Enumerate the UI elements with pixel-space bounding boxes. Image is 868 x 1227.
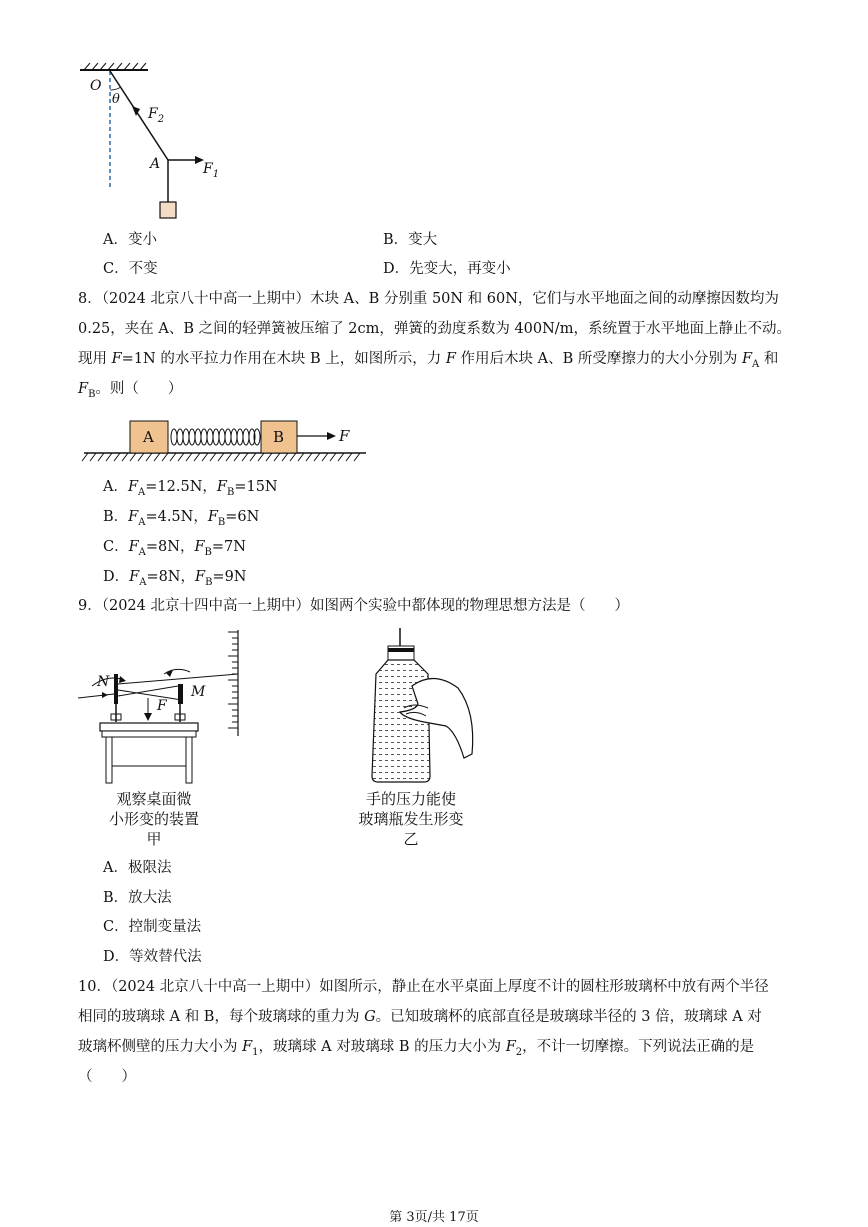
q9-stem: 9．（2024 北京十四中高一上期中）如图两个实验中都体现的物理思想方法是（ ）	[78, 598, 629, 614]
fig1-label-a: A	[150, 156, 161, 172]
q8-opt-prefix: C．	[103, 539, 129, 555]
fig1-f2-sub: 2	[157, 113, 165, 125]
q8-opt-fb-sub: B	[217, 516, 226, 528]
q8-opt-fa-sub: A	[139, 576, 147, 588]
q8-opt-fa-sub: A	[138, 546, 146, 558]
q7-option-d: D．先变大，再变小	[383, 261, 511, 277]
q8-opt-fb-val: =6N	[225, 509, 260, 525]
q8-opt-fa-val: =8N，	[145, 539, 195, 555]
q8-l3d: 和	[759, 351, 779, 367]
right-caption-line3: 乙	[403, 830, 419, 848]
q7-option-b: B．变大	[383, 232, 438, 248]
mirror-m-label: M	[191, 684, 206, 700]
right-caption-line1: 手的压力能使	[365, 790, 456, 808]
q9-option-d: D．等效替代法	[103, 949, 202, 965]
force-f-label-q9: F	[157, 698, 167, 714]
q10-l3-f1-sub: 1	[252, 1046, 259, 1058]
q8-l3c: 作用后木块 A、B 所受摩擦力的大小分别为	[455, 351, 742, 367]
fig1-label-theta: θ	[112, 92, 120, 107]
q10-l3b: ，玻璃球 A 对玻璃球 B 的压力大小为	[258, 1039, 506, 1055]
q7-option-c: C．不变	[103, 261, 158, 277]
q8-l4-fb-sub: B	[88, 388, 96, 400]
q8-opt-fa: F	[128, 509, 139, 525]
q10-l3-f1: F	[242, 1039, 253, 1055]
q8-l3b: =1N 的水平拉力作用在木块 B 上，如图所示，力	[121, 351, 446, 367]
q8-opt-fa: F	[127, 479, 139, 495]
q8-option-a	[103, 477, 278, 503]
q8-opt-fa: F	[129, 569, 140, 585]
q8-l3-f: F	[111, 351, 122, 367]
right-caption-line2: 玻璃瓶发生形变	[358, 810, 464, 828]
q7-option-a: A．变小	[103, 232, 157, 248]
q8-opt-fb-val: =9N	[212, 569, 247, 585]
fig1-label-f2	[148, 106, 164, 125]
q8-opt-fb-val: =7N	[211, 539, 246, 555]
q8-stem-line4	[78, 379, 182, 405]
q8-option-d	[103, 567, 246, 593]
q8-l4-fb: F	[78, 381, 89, 397]
q8-opt-fb-sub: B	[226, 486, 235, 498]
page-footer: 第 3页/共 17页	[389, 1210, 479, 1225]
q10-l3c: ，不计一切摩擦。下列说法正确的是	[522, 1039, 755, 1055]
q8-opt-fb: F	[194, 539, 205, 555]
q10-l3a: 玻璃杯侧壁的压力大小为	[78, 1039, 243, 1055]
q8-l4a: 。则（ ）	[95, 381, 183, 397]
q9-option-c: C．控制变量法	[103, 919, 202, 935]
left-figure-caption	[94, 789, 214, 849]
block-a-label: A	[143, 428, 154, 446]
q8-opt-fb: F	[207, 509, 218, 525]
q8-opt-fa-val: =4.5N，	[145, 509, 208, 525]
q8-opt-fb: F	[216, 479, 227, 495]
fig1-f1-sub: 1	[212, 168, 220, 180]
fig1-label-o: O	[90, 78, 102, 94]
q8-l3-f2: F	[445, 351, 456, 367]
spring-blocks-figure	[80, 418, 370, 466]
q10-stem-line2	[78, 1007, 762, 1027]
q10-l2b: 。已知玻璃杯的底部直径是玻璃球半径的 3 倍，玻璃球 A 对	[375, 1009, 762, 1025]
fig1-f2-letter: F	[148, 106, 158, 122]
q8-opt-fb-sub: B	[204, 546, 212, 558]
block-b-label: B	[273, 428, 285, 446]
left-caption-line2: 小形变的装置	[108, 810, 199, 828]
left-caption-line3: 甲	[146, 830, 162, 848]
q8-opt-fa-val: =12.5N，	[145, 479, 217, 495]
q10-l2-g: G	[364, 1009, 376, 1025]
q10-stem-line1: 10．（2024 北京八十中高一上期中）如图所示，静止在水平桌面上厚度不计的圆柱形玻璃杯中放有两个半径	[78, 979, 769, 995]
q8-l3a: 现用	[78, 351, 112, 367]
q8-opt-fa-val: =8N，	[146, 569, 195, 585]
q8-opt-prefix: D．	[103, 569, 130, 585]
q8-option-c	[103, 537, 246, 563]
q8-stem-line2: 0.25，夹在 A、B 之间的轻弹簧被压缩了 2cm，弹簧的劲度系数为 400N/m，系统置于水平地面上静止不动。	[78, 321, 791, 337]
fig1-f1-letter: F	[203, 161, 213, 177]
q8-opt-fb: F	[195, 569, 206, 585]
right-figure-caption	[341, 789, 481, 849]
q8-l3-fa-sub: A	[752, 358, 760, 370]
q10-stem-line4: （ ）	[78, 1069, 136, 1085]
q8-opt-fb-val: =15N	[234, 479, 278, 495]
q8-option-b	[103, 507, 259, 533]
q8-stem-line3	[78, 349, 778, 375]
q10-l3-f2-sub: 2	[515, 1046, 523, 1058]
q8-opt-fa-sub: A	[138, 516, 146, 528]
left-caption-line1: 观察桌面微	[116, 790, 192, 808]
q10-stem-line3	[78, 1037, 754, 1063]
mirror-n-label: N	[97, 674, 110, 690]
q8-opt-fa-sub: A	[138, 486, 146, 498]
q8-opt-prefix: A．	[103, 479, 128, 495]
q8-opt-fa: F	[128, 539, 139, 555]
q10-l2a: 相同的玻璃球 A 和 B，每个玻璃球的重力为	[78, 1009, 365, 1025]
force-f-label: F	[339, 427, 350, 445]
q9-option-b: B．放大法	[103, 890, 172, 906]
bottle-hand-figure	[360, 626, 480, 786]
q8-opt-prefix: B．	[103, 509, 129, 525]
q8-opt-fb-sub: B	[205, 576, 213, 588]
q10-l3-f2: F	[505, 1039, 516, 1055]
fig1-label-f1	[203, 161, 219, 180]
q8-l3-fa: F	[741, 351, 753, 367]
q8-stem-line1: 8．（2024 北京八十中高一上期中）木块 A、B 分别重 50N 和 60N，它们与水平地面之间的动摩擦因数均为	[78, 291, 779, 307]
q9-option-a: A．极限法	[103, 860, 172, 876]
